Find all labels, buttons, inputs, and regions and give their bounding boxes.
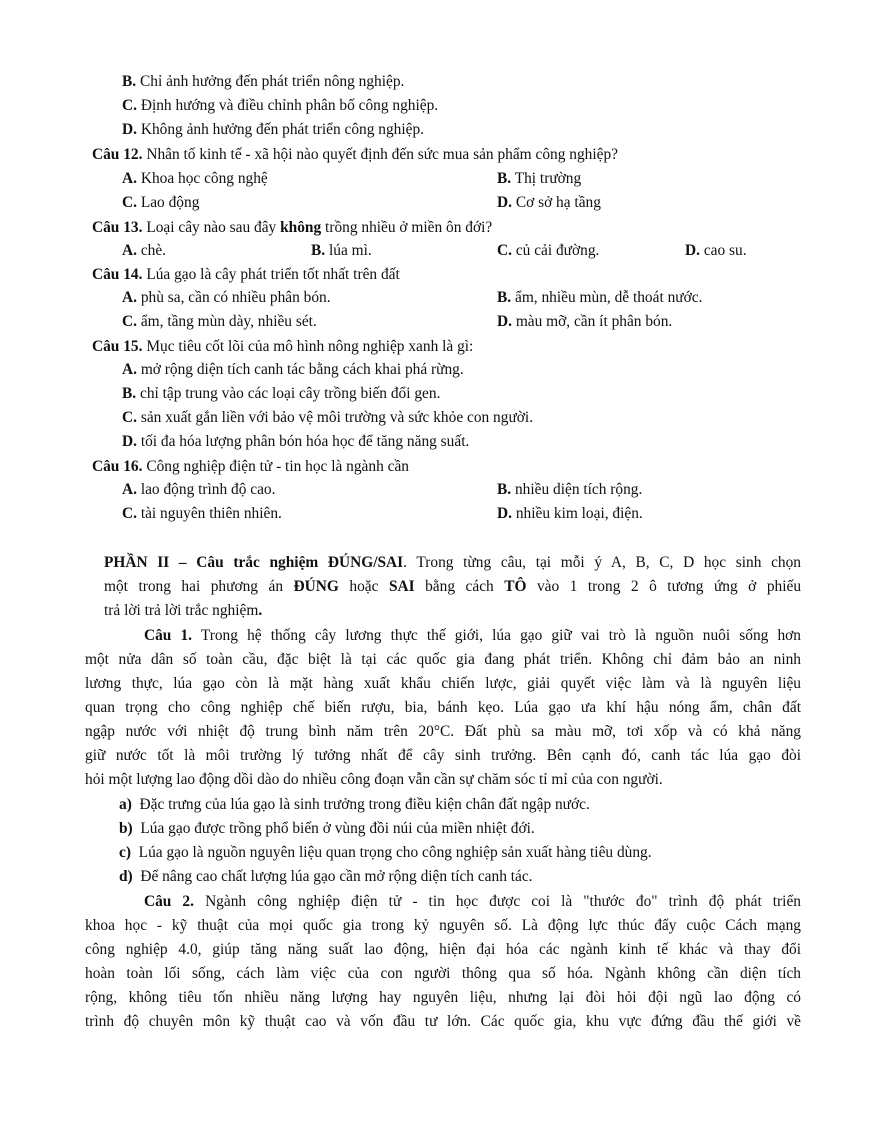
question-text: trồng nhiều ở miền ôn đới? xyxy=(325,219,493,236)
option-text: nhiều diện tích rộng. xyxy=(514,481,643,498)
question-label: Câu 2. xyxy=(144,893,194,910)
q15-stem xyxy=(92,337,473,357)
part2-instruction-text: bằng cách xyxy=(414,578,505,595)
option-letter: A. xyxy=(122,242,137,259)
question-text: Công nghiệp điện tử - tin học là ngành cần xyxy=(146,458,409,475)
question-emphasis: không xyxy=(280,219,322,236)
p2q2-line-2: khoa học - kỹ thuật của mọi quốc gia trong kỷ nguyên số. Là động lực thúc đẩy cuộc Cách mạng xyxy=(85,917,801,934)
statement-letter: a) xyxy=(119,796,132,813)
part2-heading-line-1 xyxy=(104,553,801,573)
option-text: màu mỡ, cần ít phân bón. xyxy=(515,313,673,330)
part2-instruction-text: trả lời trả lời trắc nghiệm xyxy=(104,602,259,619)
option-letter: C. xyxy=(497,242,512,259)
option-letter: B. xyxy=(497,481,512,498)
p2q1-line-7: hỏi một lượng lao động dồi dào do nhiều công đoạn vẫn cần sự chăm sóc tỉ mỉ của con người. xyxy=(85,771,663,788)
q11-option-c xyxy=(122,96,438,116)
q13-stem xyxy=(92,218,492,238)
option-letter: A. xyxy=(122,170,137,187)
q15-option-a xyxy=(122,360,464,380)
option-text: Lao động xyxy=(140,194,200,211)
option-text: phù sa, cần có nhiều phân bón. xyxy=(140,289,331,306)
q15-option-b xyxy=(122,384,440,404)
q16-option-d xyxy=(497,504,643,524)
p2q1-statement-c xyxy=(119,843,652,863)
q16-option-a xyxy=(122,480,275,500)
p2q1-line-5: ngập nước với nhiệt độ trung bình năm trên 20°C. Đất phù sa màu mỡ, tơi xốp và có khả năng xyxy=(85,723,801,740)
p2q1-line-1 xyxy=(144,626,801,646)
q12-option-d xyxy=(497,193,601,213)
option-letter: D. xyxy=(122,433,137,450)
q13-option-d xyxy=(685,241,747,261)
option-letter: C. xyxy=(122,194,137,211)
option-text: Định hướng và điều chỉnh phân bố công nghiệp. xyxy=(140,97,439,114)
q12-option-a xyxy=(122,169,268,189)
option-text: cao su. xyxy=(703,242,747,259)
statement-letter: c) xyxy=(119,844,131,861)
part2-instruction-text: . Trong từng câu, tại mỗi ý A, B, C, D học sinh chọn xyxy=(403,554,801,571)
option-letter: C. xyxy=(122,97,137,114)
p2q1-line-2: một nửa dân số toàn cầu, đặc biệt là tại các quốc gia đang phát triển. Không chỉ đảm bảo an ninh xyxy=(85,651,801,668)
option-letter: B. xyxy=(122,385,137,402)
q15-option-d xyxy=(122,432,469,452)
option-text: sản xuất gắn liền với bảo vệ môi trường và sức khỏe con người. xyxy=(140,409,534,426)
part2-instruction-text: vào 1 trong 2 ô tương ứng ở phiếu xyxy=(526,578,802,595)
question-label: Câu 1. xyxy=(144,627,193,644)
option-text: lúa mì. xyxy=(328,242,372,259)
p2q1-line-6: giữ nước tốt là môi trường lý tưởng nhất để cây sinh trưởng. Bên cạnh đó, canh tác lúa gạo đòi xyxy=(85,747,801,764)
part2-emphasis-dung: ĐÚNG xyxy=(293,578,339,595)
q15-option-c xyxy=(122,408,533,428)
p2q2-line-3: công nghiệp 4.0, giúp tăng năng suất lao động, hiện đại hóa các ngành kinh tế khác và thay đổi xyxy=(85,941,801,958)
p2q1-statement-b xyxy=(119,819,535,839)
option-text: lao động trình độ cao. xyxy=(140,481,276,498)
option-letter: A. xyxy=(122,481,137,498)
option-text: tài nguyên thiên nhiên. xyxy=(140,505,282,522)
p2q2-line-5: rộng, không tiêu tốn nhiều năng lượng hay nguyên liệu, nhưng lại đòi hỏi đội ngũ lao động có xyxy=(85,989,801,1006)
passage-text: Ngành công nghiệp điện tử - tin học được coi là "thước đo" trình độ phát triển xyxy=(205,893,801,910)
p2q1-line-4: quan trọng cho công nghiệp chế biến rượu, bia, bánh kẹo. Lúa gạo ưa khí hậu nóng ẩm, chân đất xyxy=(85,699,801,716)
part2-period: . xyxy=(258,602,263,619)
option-letter: C. xyxy=(122,313,137,330)
statement-letter: b) xyxy=(119,820,133,837)
q13-option-b xyxy=(311,241,372,261)
part2-instruction-text: một trong hai phương án xyxy=(104,578,294,595)
q14-option-c xyxy=(122,312,317,332)
q12-option-c xyxy=(122,193,199,213)
q12-stem xyxy=(92,145,618,165)
question-label: Câu 12. xyxy=(92,146,143,163)
q12-option-b xyxy=(497,169,581,189)
question-label: Câu 14. xyxy=(92,266,143,283)
option-letter: B. xyxy=(497,289,512,306)
option-text: Cơ sở hạ tầng xyxy=(515,194,601,211)
p2q1-statement-a xyxy=(119,795,590,815)
option-text: Thị trường xyxy=(514,170,582,187)
question-text: Loại cây nào sau đây xyxy=(146,219,277,236)
question-text: Mục tiêu cốt lõi của mô hình nông nghiệp xanh là gì: xyxy=(146,338,474,355)
option-letter: D. xyxy=(497,505,512,522)
question-label: Câu 13. xyxy=(92,219,143,236)
part2-heading-line-2 xyxy=(104,577,801,597)
option-text: tối đa hóa lượng phân bón hóa học để tăng năng suất. xyxy=(140,433,470,450)
option-text: Khoa học công nghệ xyxy=(140,170,268,187)
option-letter: A. xyxy=(122,289,137,306)
option-text: Chỉ ảnh hưởng đến phát triển nông nghiệp. xyxy=(139,73,405,90)
option-letter: C. xyxy=(122,505,137,522)
q14-stem xyxy=(92,265,400,285)
question-text: Lúa gạo là cây phát triển tốt nhất trên đất xyxy=(146,266,400,283)
p2q2-line-4: hoàn toàn lối sống, cách làm việc của con người thông qua số hóa. Ngành không cần diện tích xyxy=(85,965,801,982)
option-text: ẩm, nhiều mùn, dễ thoát nước. xyxy=(514,289,703,306)
question-label: Câu 16. xyxy=(92,458,143,475)
part2-emphasis-to: TÔ xyxy=(504,578,527,595)
p2q2-line-6: trình độ chuyên môn kỹ thuật cao và vốn đầu tư lớn. Các quốc gia, khu vực đứng đầu thế giới về xyxy=(85,1013,801,1030)
statement-text: Đặc trưng của lúa gạo là sinh trưởng trong điều kiện chân đất ngập nước. xyxy=(139,796,590,813)
statement-text: Để nâng cao chất lượng lúa gạo cần mở rộng diện tích canh tác. xyxy=(140,868,533,885)
q16-option-c xyxy=(122,504,282,524)
part2-heading: PHẦN II – Câu trắc nghiệm ĐÚNG/SAI xyxy=(104,554,404,571)
p2q2-line-1 xyxy=(144,892,801,912)
option-text: chỉ tập trung vào các loại cây trồng biến đổi gen. xyxy=(139,385,441,402)
statement-text: Lúa gạo được trồng phổ biến ở vùng đồi núi của miền nhiệt đới. xyxy=(140,820,535,837)
q16-option-b xyxy=(497,480,642,500)
option-text: ẩm, tầng mùn dày, nhiều sét. xyxy=(140,313,317,330)
option-text: chè. xyxy=(140,242,167,259)
part2-emphasis-sai: SAI xyxy=(388,578,415,595)
option-letter: B. xyxy=(122,73,137,90)
p2q1-line-3: lương thực, lúa gạo còn là mặt hàng xuất khẩu chiến lược, giải quyết việc làm và là nguyên liệu xyxy=(85,675,801,692)
question-label: Câu 15. xyxy=(92,338,143,355)
option-letter: D. xyxy=(497,194,512,211)
part2-heading-line-3 xyxy=(104,601,262,621)
question-text: Nhân tố kinh tế - xã hội nào quyết định đến sức mua sản phẩm công nghiệp? xyxy=(146,146,618,163)
option-letter: C. xyxy=(122,409,137,426)
q13-option-a xyxy=(122,241,166,261)
statement-text: Lúa gạo là nguồn nguyên liệu quan trọng cho công nghiệp sản xuất hàng tiêu dùng. xyxy=(138,844,652,861)
option-text: Không ảnh hưởng đến phát triển công nghiệp. xyxy=(140,121,425,138)
option-text: mở rộng diện tích canh tác bằng cách khai phá rừng. xyxy=(140,361,464,378)
q14-option-a xyxy=(122,288,331,308)
option-letter: B. xyxy=(311,242,326,259)
option-letter: D. xyxy=(122,121,137,138)
statement-letter: d) xyxy=(119,868,133,885)
option-text: nhiều kim loại, điện. xyxy=(515,505,643,522)
option-letter: B. xyxy=(497,170,512,187)
part2-instruction-text: hoặc xyxy=(338,578,389,595)
option-letter: D. xyxy=(497,313,512,330)
q14-option-d xyxy=(497,312,672,332)
option-text: củ cải đường. xyxy=(515,242,600,259)
q14-option-b xyxy=(497,288,702,308)
q13-option-c xyxy=(497,241,599,261)
passage-text: Trong hệ thống cây lương thực thế giới, lúa gạo giữ vai trò là nguồn nuôi sống hơn xyxy=(200,627,801,644)
p2q1-statement-d xyxy=(119,867,533,887)
option-letter: A. xyxy=(122,361,137,378)
q11-option-b xyxy=(122,72,404,92)
option-letter: D. xyxy=(685,242,700,259)
q16-stem xyxy=(92,457,409,477)
q11-option-d xyxy=(122,120,424,140)
